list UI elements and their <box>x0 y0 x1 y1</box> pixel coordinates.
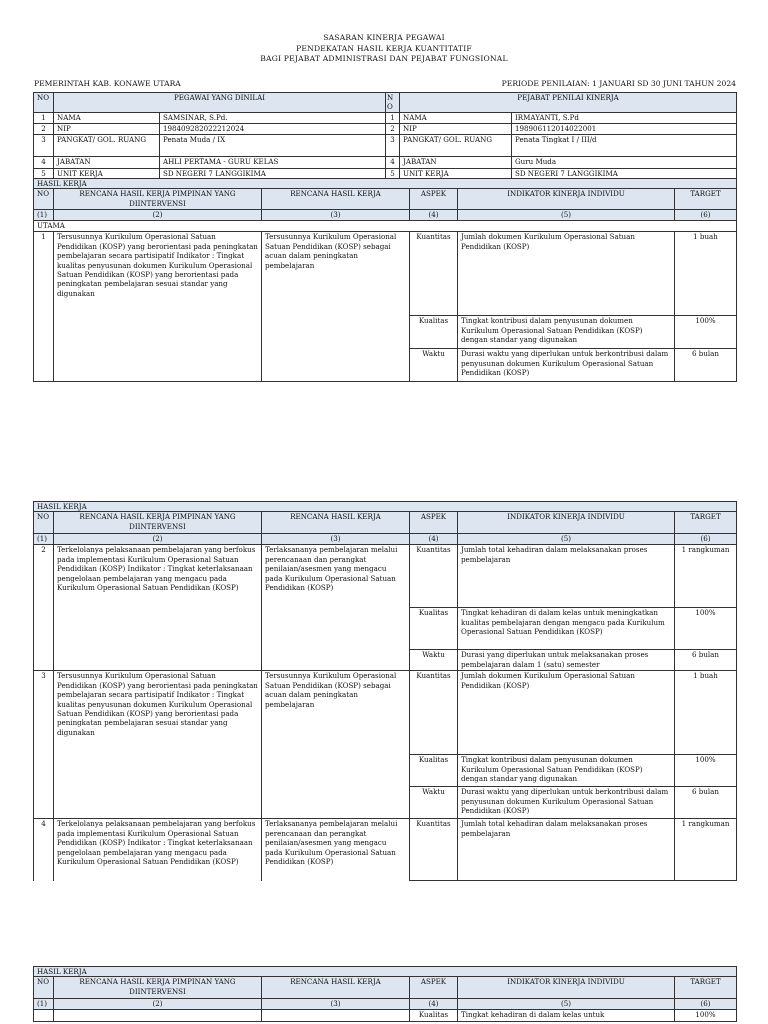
employee-unit: SD NEGERI 7 LANGGIKIMA <box>160 168 386 180</box>
rated-employee-header: PEGAWAI YANG DINILAI <box>54 93 386 113</box>
work-results-table <box>33 966 737 1022</box>
utama-label: UTAMA <box>34 221 737 232</box>
table-row <box>34 1010 737 1022</box>
aspect: Kuantitas <box>410 545 458 608</box>
table-row <box>34 232 737 316</box>
target: 6 bulan <box>675 349 737 382</box>
col-no: NO <box>34 977 54 999</box>
row-no: 2 <box>386 123 400 134</box>
aspect: Waktu <box>410 650 458 671</box>
title-line-1: SASARAN KINERJA PEGAWAI <box>323 33 445 42</box>
target: 100% <box>675 608 737 650</box>
col-indicator: INDIKATOR KINERJA INDIVIDU <box>458 512 675 534</box>
col-num: (3) <box>262 999 410 1010</box>
leader-plan: Terkelolanya pelaksanaan pembelajaran yang berfokus pada implementasi Kurikulum Operasional Satuan Pendidikan (KOSP) Indikator : Tingkat keterlaksanaan pengelolaan pembelajaran yang mengacu pada Kurikulum Operasional Satuan Pendidikan (KOSP) <box>54 819 262 881</box>
indicator: Tingkat kontribusi dalam penyusunan dokumen Kurikulum Operasional Satuan Pendidikan (KOSP) dengan standar yang digunakan <box>458 755 675 787</box>
field-label: UNIT KERJA <box>54 168 160 180</box>
employee-rank: Penata Muda / IX <box>160 134 386 156</box>
assessor-position: Guru Muda <box>512 156 737 168</box>
col-num: (1) <box>34 999 54 1010</box>
row-no: 4 <box>34 156 54 168</box>
target: 1 buah <box>675 671 737 755</box>
col-num: (5) <box>458 534 675 545</box>
work-plan: Terlaksananya pembelajaran melalui perencanaan dan perangkat penilaian/asesmen yang mengacu pada Kurikulum Operasional Satuan Pendidikan (KOSP) <box>262 819 410 881</box>
table-row <box>34 819 737 881</box>
aspect: Kualitas <box>410 608 458 650</box>
col-num: (1) <box>34 534 54 545</box>
col-aspect: ASPEK <box>410 977 458 999</box>
item-no: 3 <box>34 671 54 819</box>
aspect: Kualitas <box>410 1010 458 1022</box>
table-row <box>34 671 737 755</box>
field-label: JABATAN <box>54 156 160 168</box>
title-line-3: BAGI PEJABAT ADMINISTRASI DAN PEJABAT FUNGSIONAL <box>260 54 508 63</box>
indicator: Tingkat kontribusi dalam penyusunan dokumen Kurikulum Operasional Satuan Pendidikan (KOSP) dengan standar yang digunakan <box>458 316 675 349</box>
col-num: (2) <box>54 999 262 1010</box>
aspect: Waktu <box>410 787 458 819</box>
col-no: NO <box>34 189 54 210</box>
target: 1 rangkuman <box>675 545 737 608</box>
employee-position: AHLI PERTAMA - GURU KELAS <box>160 156 386 168</box>
section-label: HASIL KERJA <box>34 967 737 977</box>
col-target: TARGET <box>675 977 737 999</box>
aspect: Kuantitas <box>410 232 458 316</box>
aspect: Kuantitas <box>410 671 458 755</box>
col-leader-plan: RENCANA HASIL KERJA PIMPINAN YANG DIINTERVENSI <box>54 977 262 999</box>
no-header: NO <box>386 93 400 113</box>
field-label: NIP <box>400 123 512 134</box>
title-line-2: PENDEKATAN HASIL KERJA KUANTITATIF <box>296 43 472 53</box>
field-label: PANGKAT/ GOL. RUANG <box>54 134 160 156</box>
col-num: (3) <box>262 210 410 221</box>
target: 6 bulan <box>675 650 737 671</box>
row-no: 3 <box>386 134 400 156</box>
target: 100% <box>675 755 737 787</box>
col-num: (6) <box>675 210 737 221</box>
work-results-table <box>33 178 737 382</box>
work-plan: Tersusunnya Kurikulum Operasional Satuan Pendidikan (KOSP) sebagai acuan dalam peningkatan pembelajaran <box>262 671 410 819</box>
field-label: NAMA <box>400 112 512 123</box>
item-no: 2 <box>34 545 54 671</box>
col-leader-plan: RENCANA HASIL KERJA PIMPINAN YANG DIINTERVENSI <box>54 189 262 210</box>
col-indicator: INDIKATOR KINERJA INDIVIDU <box>458 189 675 210</box>
item-no: 1 <box>34 232 54 382</box>
assessor-nip: 198906112014022001 <box>512 123 737 134</box>
indicator: Jumlah dokumen Kurikulum Operasional Satuan Pendidikan (KOSP) <box>458 671 675 755</box>
target: 100% <box>675 1010 737 1022</box>
col-target: TARGET <box>675 512 737 534</box>
col-num: (4) <box>410 210 458 221</box>
col-work-plan: RENCANA HASIL KERJA <box>262 977 410 999</box>
no-header: NO <box>34 93 54 113</box>
target: 1 rangkuman <box>675 819 737 881</box>
col-aspect: ASPEK <box>410 512 458 534</box>
document-title <box>0 33 768 65</box>
col-num: (4) <box>410 999 458 1010</box>
indicator: Jumlah dokumen Kurikulum Operasional Satuan Pendidikan (KOSP) <box>458 232 675 316</box>
indicator: Tingkat kehadiran di dalam kelas untuk <box>458 1010 675 1022</box>
aspect: Kuantitas <box>410 819 458 881</box>
aspect: Kualitas <box>410 316 458 349</box>
indicator: Tingkat kehadiran di dalam kelas untuk meningkatkan kualitas pembelajaran dengan mengacu pada Kurikulum Operasional Satuan Pendidikan (KOSP) <box>458 608 675 650</box>
field-label: JABATAN <box>400 156 512 168</box>
col-num: (5) <box>458 210 675 221</box>
field-label: NAMA <box>54 112 160 123</box>
table-row <box>34 545 737 608</box>
work-plan: Tersusunnya Kurikulum Operasional Satuan Pendidikan (KOSP) sebagai acuan dalam peningkatan pembelajaran <box>262 232 410 382</box>
assessor-name: IRMAYANTI, S.Pd <box>512 112 737 123</box>
leader-plan: Tersusunnya Kurikulum Operasional Satuan Pendidikan (KOSP) yang berorientasi pada peningkatan pembelajaran secara partisipatif Indikator : Tingkat kualitas penyusunan dokumen Kurikulum Operasional Satuan Pendidikan (KOSP) yang berorientasi pada peningkatan pembelajaran sesuai standar yang digunakan <box>54 232 262 382</box>
row-no: 1 <box>34 112 54 123</box>
target: 1 buah <box>675 232 737 316</box>
row-no: 3 <box>34 134 54 156</box>
col-target: TARGET <box>675 189 737 210</box>
employee-table <box>33 92 737 181</box>
indicator: Durasi waktu yang diperlukan untuk berkontribusi dalam penyusunan dokumen Kurikulum Operasional Satuan Pendidikan (KOSP) <box>458 349 675 382</box>
assessor-unit: SD NEGERI 7 LANGGIKIMA <box>512 168 737 180</box>
leader-plan: Tersusunnya Kurikulum Operasional Satuan Pendidikan (KOSP) yang berorientasi pada peningkatan pembelajaran secara partisipatif Indikator : Tingkat kualitas penyusunan dokumen Kurikulum Operasional Satuan Pendidikan (KOSP) yang berorientasi pada peningkatan pembelajaran sesuai standar yang digunakan <box>54 671 262 819</box>
col-work-plan: RENCANA HASIL KERJA <box>262 512 410 534</box>
col-num: (3) <box>262 534 410 545</box>
row-no: 1 <box>386 112 400 123</box>
field-label: UNIT KERJA <box>400 168 512 180</box>
col-indicator: INDIKATOR KINERJA INDIVIDU <box>458 977 675 999</box>
field-label: NIP <box>54 123 160 134</box>
col-num: (2) <box>54 534 262 545</box>
target: 6 bulan <box>675 787 737 819</box>
indicator: Jumlah total kehadiran dalam melaksanakan proses pembelajaran <box>458 819 675 881</box>
target: 100% <box>675 316 737 349</box>
section-label: HASIL KERJA <box>34 179 737 189</box>
field-label: PANGKAT/ GOL. RUANG <box>400 134 512 156</box>
row-no: 5 <box>386 168 400 180</box>
section-label: HASIL KERJA <box>34 502 737 512</box>
assessor-header: PEJABAT PENILAI KINERJA <box>400 93 737 113</box>
col-num: (5) <box>458 999 675 1010</box>
col-num: (6) <box>675 999 737 1010</box>
col-num: (4) <box>410 534 458 545</box>
employee-nip: 198409282022212024 <box>160 123 386 134</box>
item-no: 4 <box>34 819 54 881</box>
indicator: Durasi waktu yang diperlukan untuk berkontribusi dalam penyusunan dokumen Kurikulum Operasional Satuan Pendidikan (KOSP) <box>458 787 675 819</box>
aspect: Kualitas <box>410 755 458 787</box>
assessor-rank: Penata Tingkat I / III/d <box>512 134 737 156</box>
work-plan: Terlaksananya pembelajaran melalui perencanaan dan perangkat penilaian/asesmen yang mengacu pada Kurikulum Operasional Satuan Pendidikan (KOSP) <box>262 545 410 671</box>
leader-plan: Terkelolanya pelaksanaan pembelajaran yang berfokus pada implementasi Kurikulum Operasional Satuan Pendidikan (KOSP) Indikator : Tingkat keterlaksanaan pengelolaan pembelajaran yang mengacu pada Kurikulum Operasional Satuan Pendidikan (KOSP) <box>54 545 262 671</box>
row-no: 2 <box>34 123 54 134</box>
row-no: 4 <box>386 156 400 168</box>
aspect: Waktu <box>410 349 458 382</box>
col-num: (1) <box>34 210 54 221</box>
col-aspect: ASPEK <box>410 189 458 210</box>
row-no: 5 <box>34 168 54 180</box>
col-no: NO <box>34 512 54 534</box>
government-label: PEMERINTAH KAB. KONAWE UTARA <box>34 79 181 88</box>
assessment-period: PERIODE PENILAIAN: 1 JANUARI SD 30 JUNI TAHUN 2024 <box>501 79 736 88</box>
col-num: (2) <box>54 210 262 221</box>
col-work-plan: RENCANA HASIL KERJA <box>262 189 410 210</box>
col-num: (6) <box>675 534 737 545</box>
col-leader-plan: RENCANA HASIL KERJA PIMPINAN YANG DIINTERVENSI <box>54 512 262 534</box>
indicator: Durasi yang diperlukan untuk melaksanakan proses pembelajaran dalam 1 (satu) semester <box>458 650 675 671</box>
indicator: Jumlah total kehadiran dalam melaksanakan proses pembelajaran <box>458 545 675 608</box>
employee-name: SAMSINAR, S.Pd. <box>160 112 386 123</box>
work-results-table <box>33 501 737 881</box>
